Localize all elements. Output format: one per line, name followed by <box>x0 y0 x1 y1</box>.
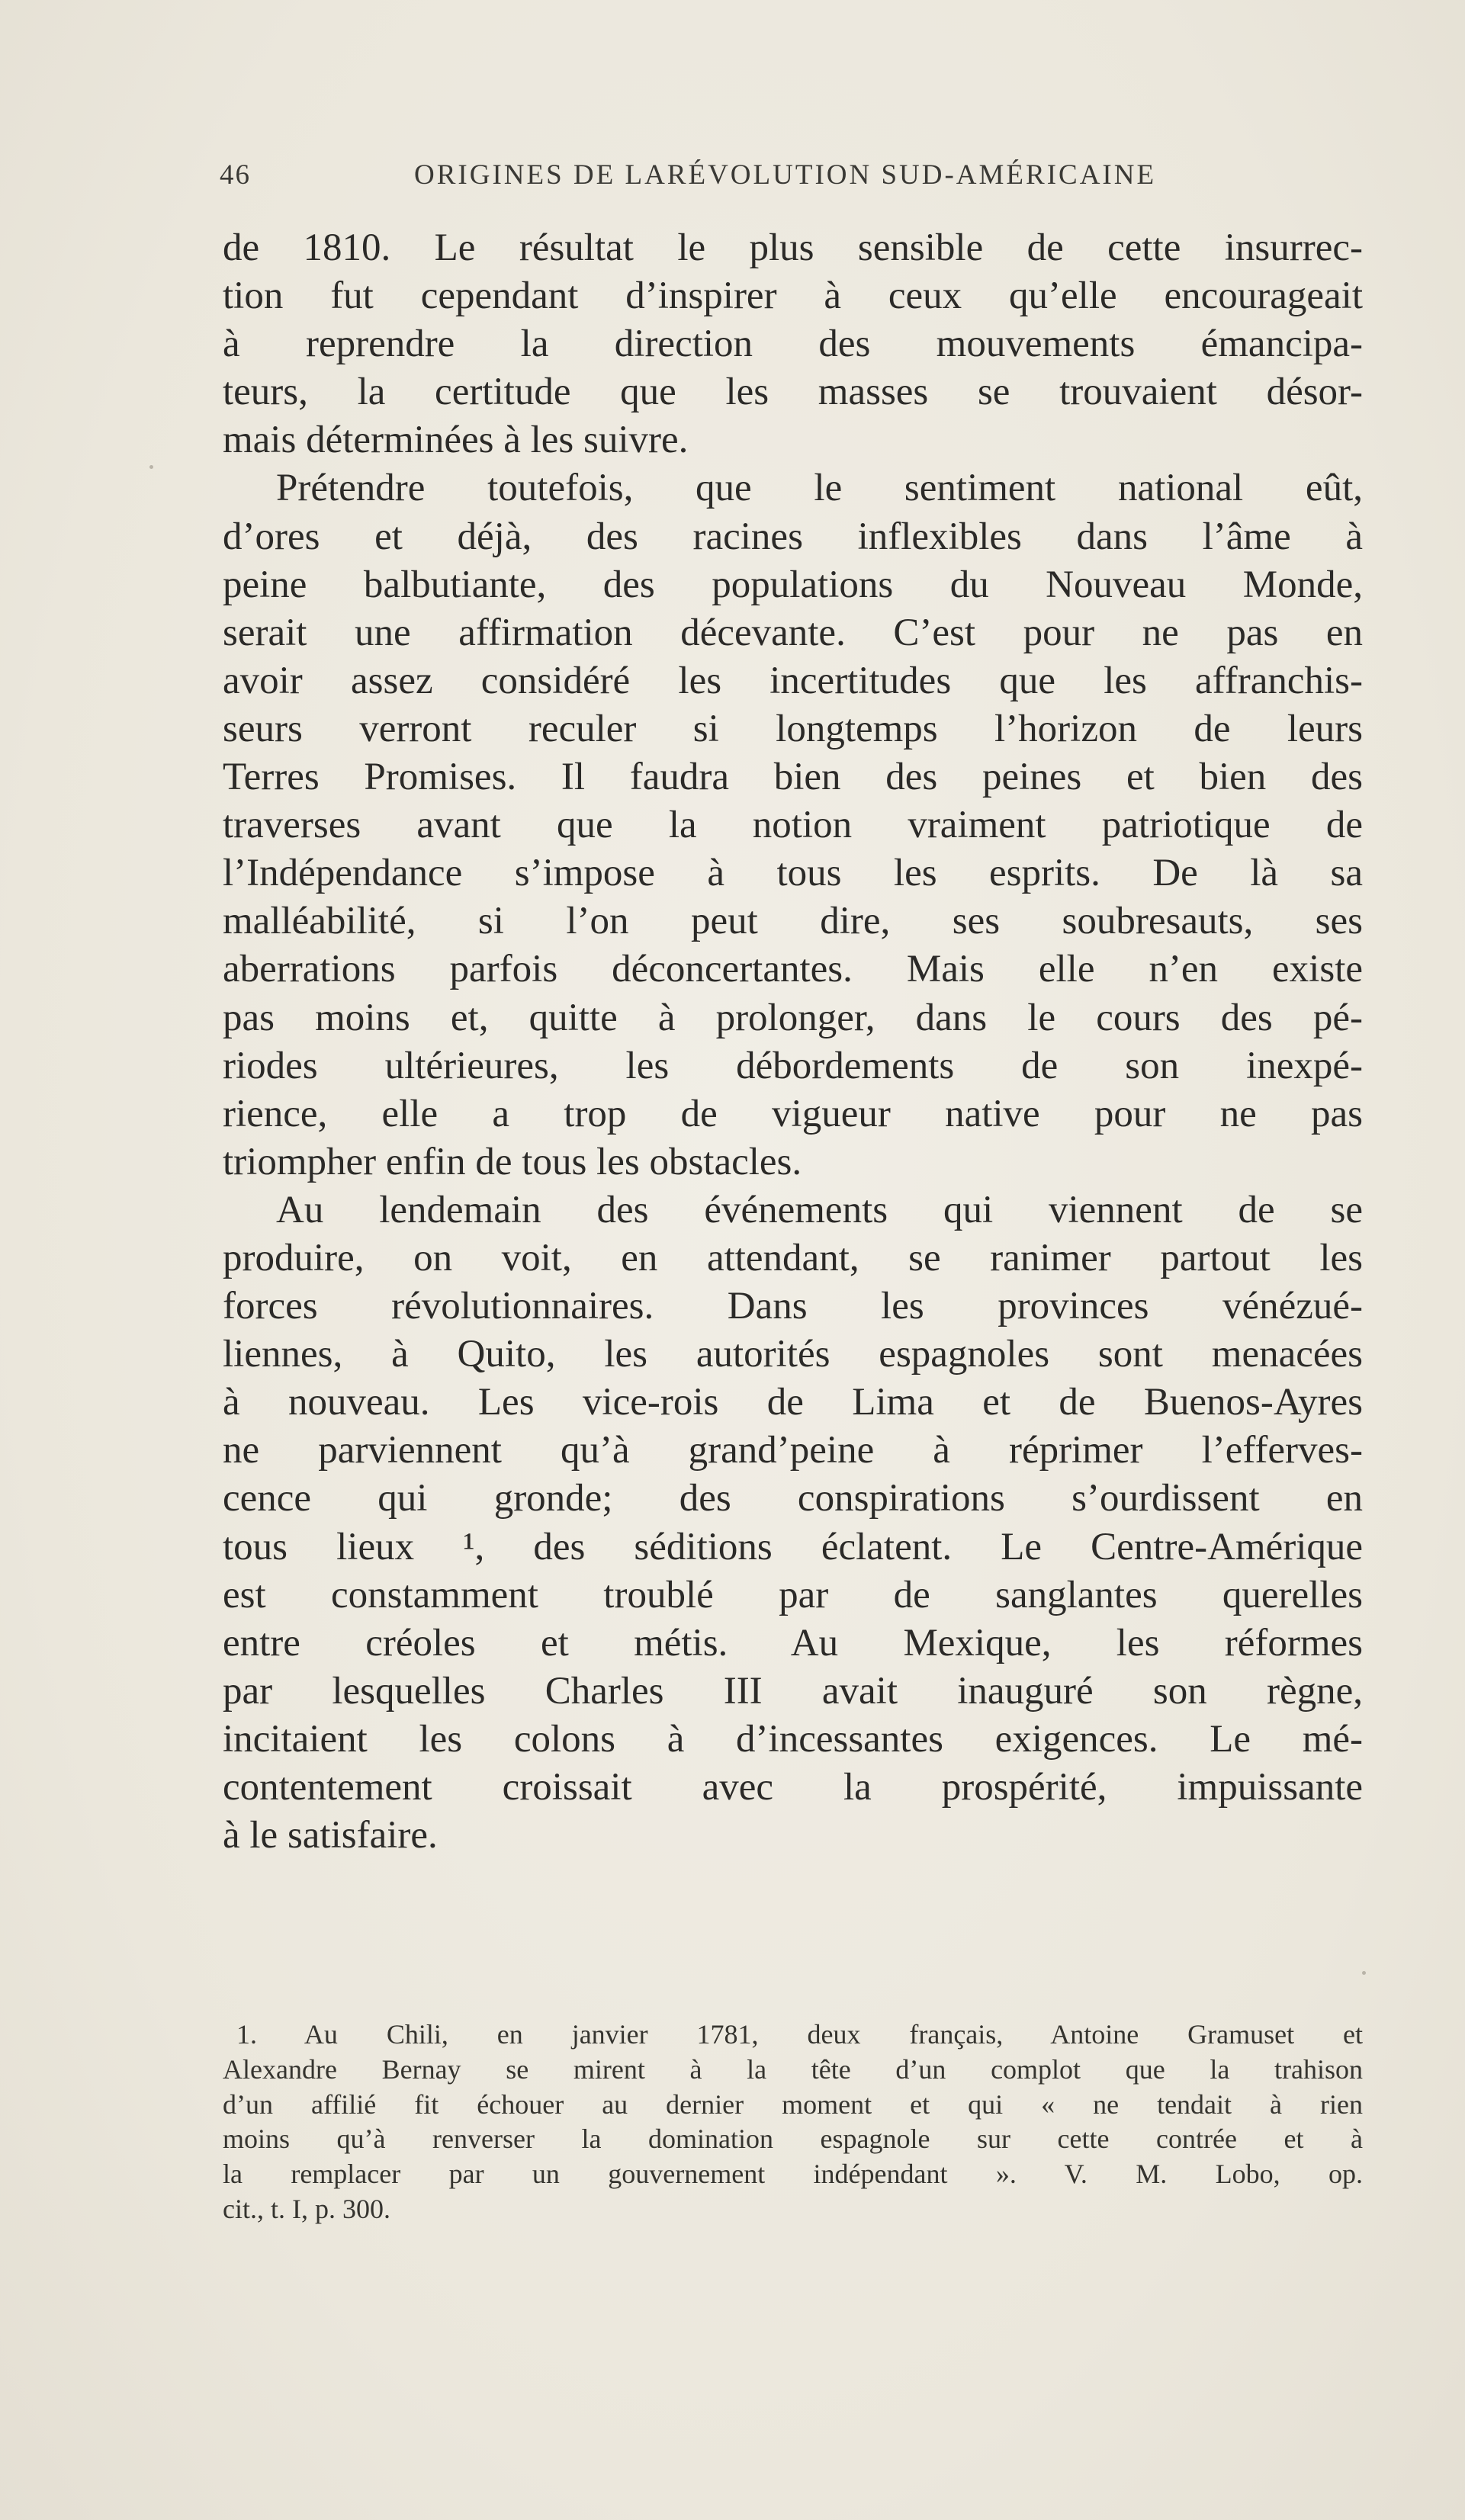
text-line: riodes ultérieures, les débordements de son inexpé- <box>223 1044 1363 1087</box>
running-title: ORIGINES DE LARÉVOLUTION SUD-AMÉRICAINE <box>414 159 1157 191</box>
text-line: forces révolutionnaires. Dans les provinces vénézué- <box>223 1285 1363 1328</box>
paragraph-first-line: Au lendemain des événements qui viennent de se <box>276 1188 1363 1231</box>
text-line: malléabilité, si l’on peut dire, ses soubresauts, ses <box>223 900 1363 943</box>
page-number: 46 <box>220 159 251 191</box>
text-line: d’ores et déjà, des racines inflexibles dans l’âme à <box>223 515 1363 558</box>
text-line: avoir assez considéré les incertitudes que les affranchis- <box>223 659 1363 702</box>
text-line: rience, elle a trop de vigueur native pour ne pas <box>223 1092 1363 1135</box>
text-line: traverses avant que la notion vraiment patriotique de <box>223 804 1363 847</box>
text-line: triompher enfin de tous les obstacles. <box>223 1140 802 1183</box>
footnote-line: Alexandre Bernay se mirent à la tête d’un complot que la trahison <box>223 2053 1363 2085</box>
body-text <box>223 224 1363 1860</box>
footnote-line: 1. Au Chili, en janvier 1781, deux français, Antoine Gramuset et <box>236 2019 1363 2050</box>
text-line: Terres Promises. Il faudra bien des peines et bien des <box>223 756 1363 799</box>
text-line: liennes, à Quito, les autorités espagnoles sont menacées <box>223 1333 1363 1376</box>
footnote-line: d’un affilié fit échouer au dernier moment et qui « ne tendait à rien <box>223 2088 1363 2120</box>
text-line: tous lieux ¹, des séditions éclatent. Le Centre-Amérique <box>223 1525 1363 1568</box>
text-line: entre créoles et métis. Au Mexique, les réformes <box>223 1621 1363 1664</box>
running-head <box>220 159 1234 197</box>
text-line: aberrations parfois déconcertantes. Mais elle n’en existe <box>223 948 1363 991</box>
footnote <box>223 2018 1363 2227</box>
text-line: peine balbutiante, des populations du Nouveau Monde, <box>223 563 1363 606</box>
footnote-line: moins qu’à renverser la domination espagnole sur cette contrée et à <box>223 2124 1363 2155</box>
text-line: à le satisfaire. <box>223 1814 438 1857</box>
footnote-line: cit., t. I, p. 300. <box>223 2193 390 2224</box>
text-line: ne parviennent qu’à grand’peine à réprimer l’efferves- <box>223 1429 1363 1472</box>
text-line: par lesquelles Charles III avait inauguré son règne, <box>223 1669 1363 1713</box>
text-line: tion fut cependant d’inspirer à ceux qu’elle encourageait <box>223 274 1363 318</box>
text-line: à nouveau. Les vice-rois de Lima et de Buenos-Ayres <box>223 1381 1363 1424</box>
text-line: teurs, la certitude que les masses se trouvaient désor- <box>223 371 1363 414</box>
text-line: serait une affirmation décevante. C’est pour ne pas en <box>223 611 1363 654</box>
paragraph-first-line: Prétendre toutefois, que le sentiment national eût, <box>276 467 1363 510</box>
text-line: pas moins et, quitte à prolonger, dans le cours des pé- <box>223 996 1363 1039</box>
text-line: l’Indépendance s’impose à tous les esprits. De là sa <box>223 852 1363 895</box>
text-line: de 1810. Le résultat le plus sensible de cette insurrec- <box>223 226 1363 269</box>
text-line: est constamment troublé par de sanglantes querelles <box>223 1573 1363 1616</box>
text-line: mais déterminées à les suivre. <box>223 419 689 462</box>
footnote-line: la remplacer par un gouvernement indépendant ». V. M. Lobo, op. <box>223 2159 1363 2190</box>
text-line: produire, on voit, en attendant, se ranimer partout les <box>223 1236 1363 1279</box>
paper-speck <box>1362 1971 1366 1975</box>
text-line: seurs verront reculer si longtemps l’horizon de leurs <box>223 707 1363 750</box>
paper-speck <box>149 465 153 469</box>
text-line: à reprendre la direction des mouvements émancipa- <box>223 323 1363 366</box>
text-line: cence qui gronde; des conspirations s’ourdissent en <box>223 1477 1363 1520</box>
text-line: contentement croissait avec la prospérité, impuissante <box>223 1766 1363 1809</box>
text-line: incitaient les colons à d’incessantes exigences. Le mé- <box>223 1717 1363 1761</box>
